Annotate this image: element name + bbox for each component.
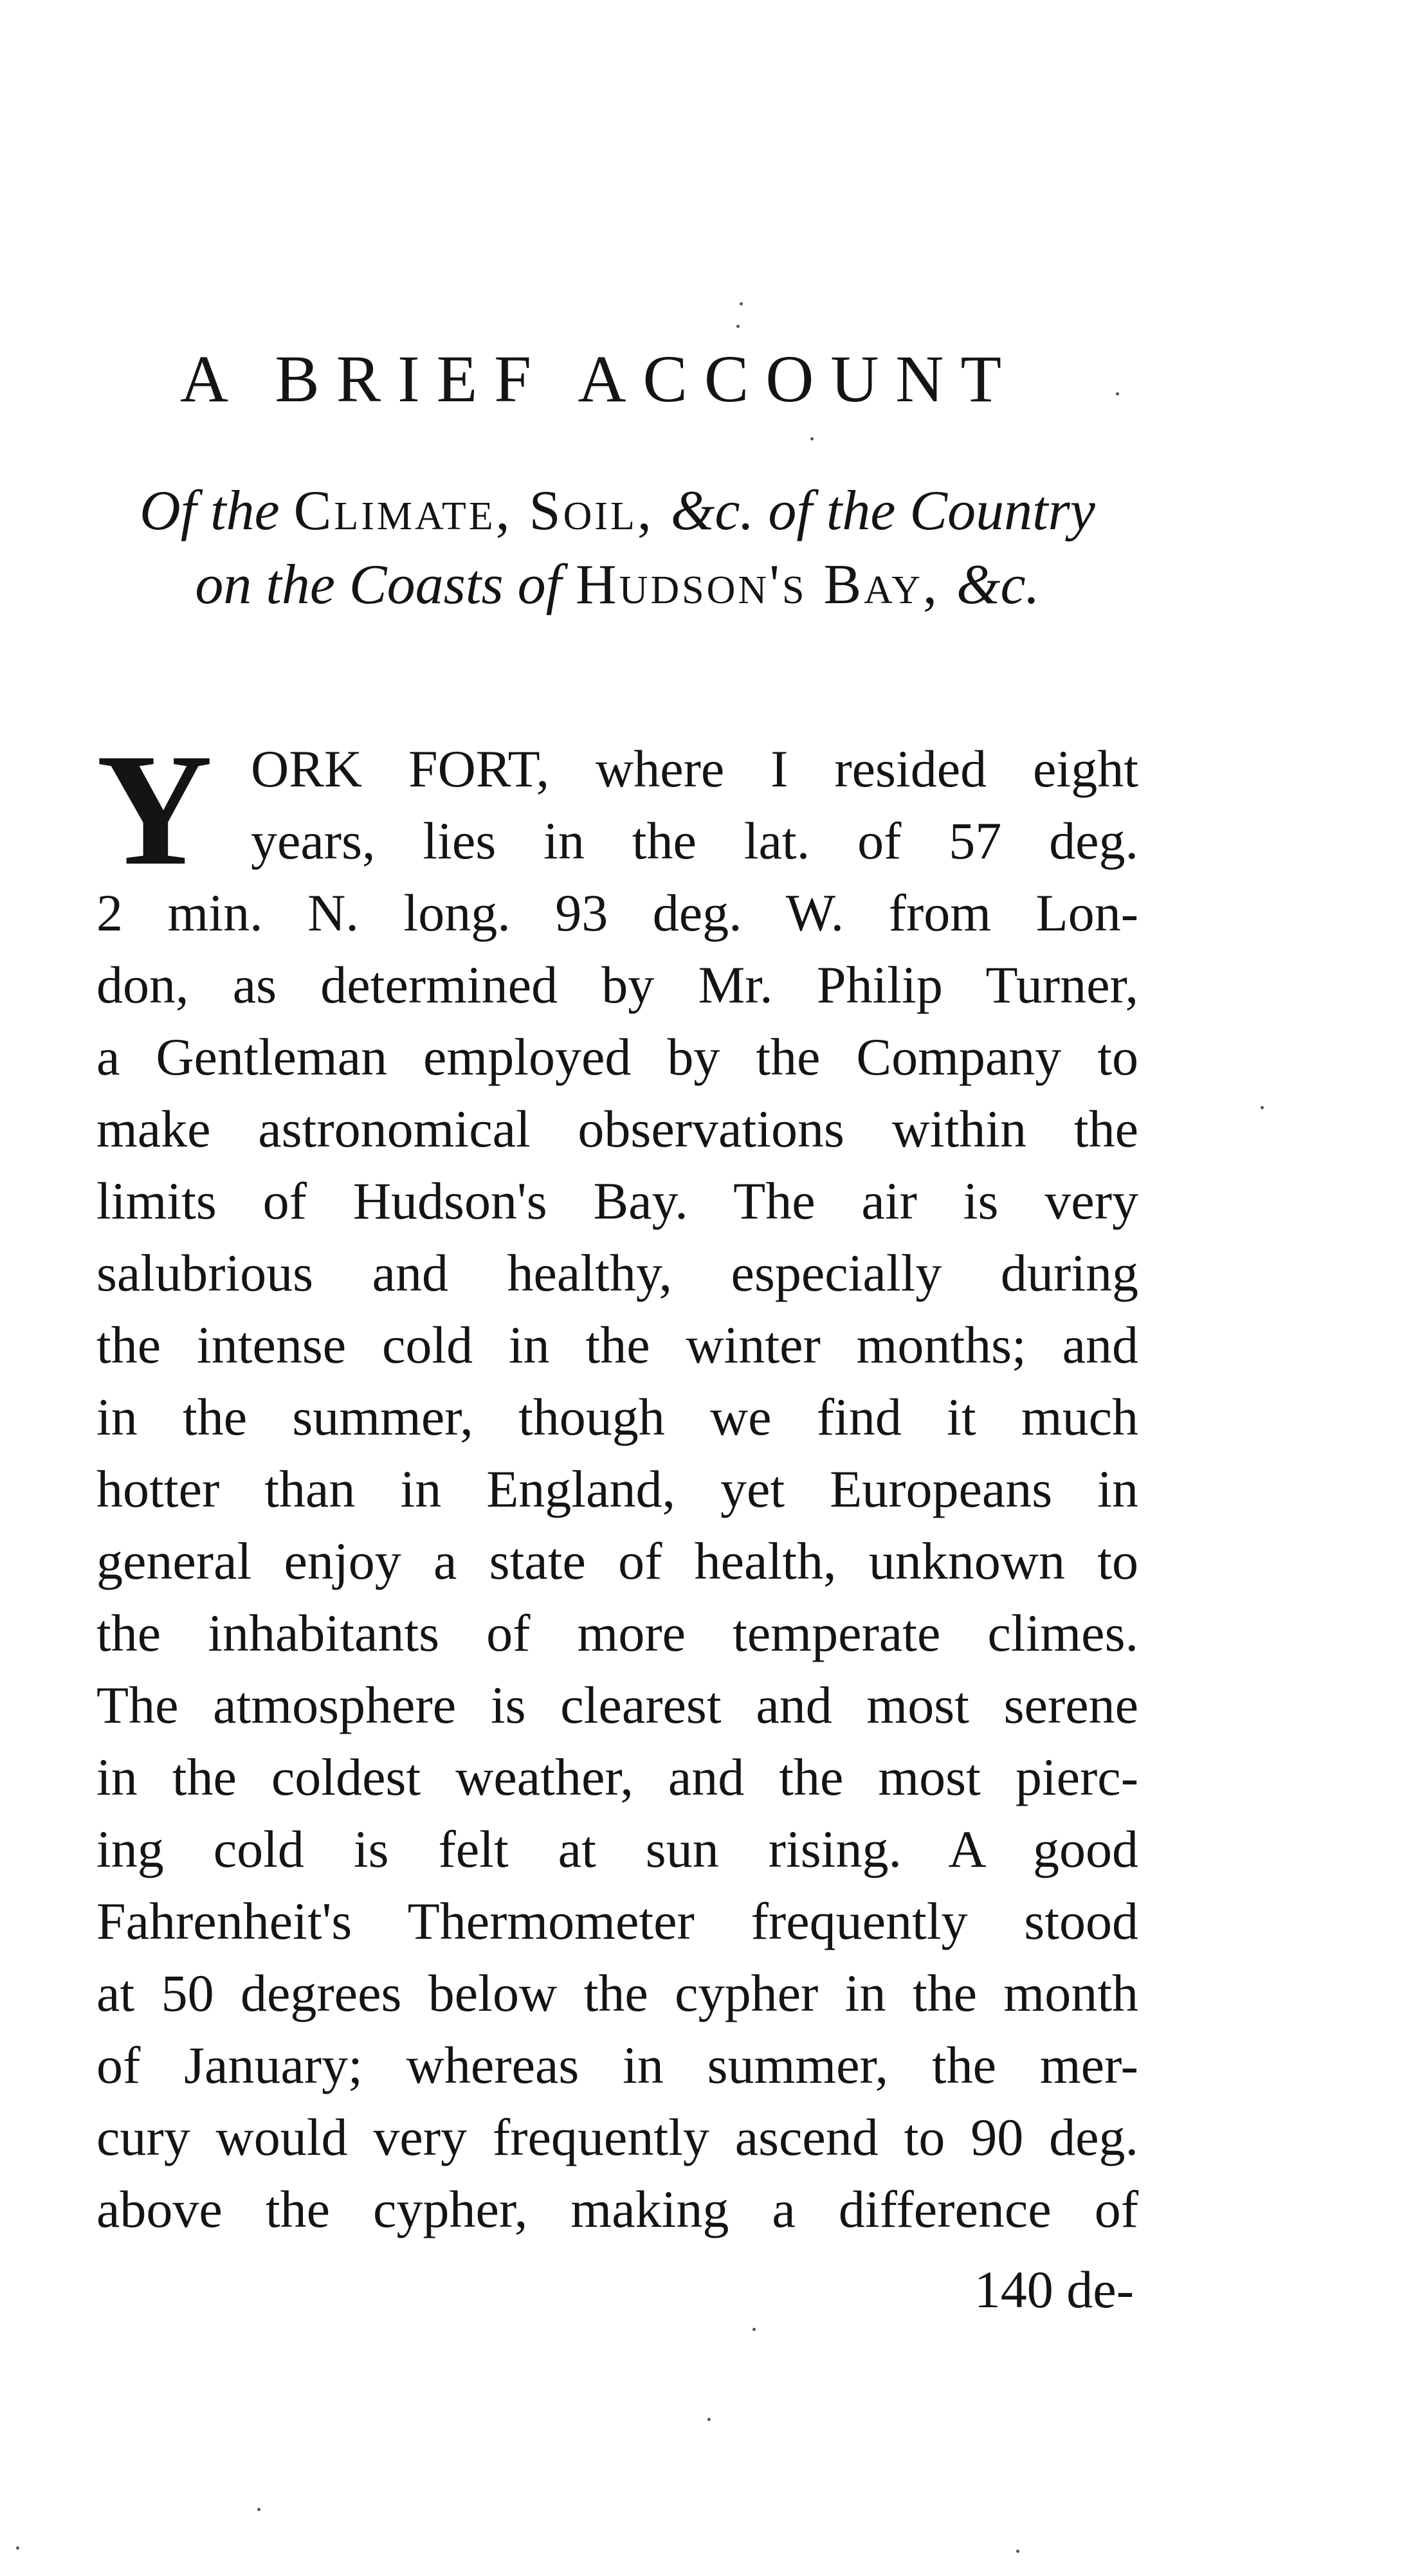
subtitle-line-1 <box>96 479 1138 543</box>
subtitle-line-2-part-3: &c. <box>956 554 1040 616</box>
text-line: years, lies in the lat. of 57 deg. <box>251 812 1138 870</box>
text-line: the intense cold in the winter months; and <box>96 1316 1138 1374</box>
text-line: at 50 degrees below the cypher in the month <box>96 1964 1138 2022</box>
text-line: don, as determined by Mr. Philip Turner, <box>96 956 1138 1014</box>
text-line: cury would very frequently ascend to 90 deg. <box>96 2108 1138 2166</box>
text-line: make astronomical observations within the <box>96 1100 1138 1158</box>
page-title: A BRIEF ACCOUNT <box>180 342 1019 416</box>
text-line: in the coldest weather, and the most pierc- <box>96 1748 1138 1806</box>
text-line: of January; whereas in summer, the mer- <box>96 2036 1138 2094</box>
scan-speck <box>16 2546 19 2550</box>
drop-cap: Y <box>96 721 213 899</box>
text-line: ing cold is felt at sun rising. A good <box>96 1820 1138 1878</box>
catchword: 140 de- <box>974 2260 1134 2319</box>
subtitle-line-2-part-1: on the Coasts of <box>195 554 576 616</box>
text-line: hotter than in England, yet Europeans in <box>96 1460 1138 1518</box>
scan-speck <box>752 2328 756 2331</box>
scan-speck <box>1116 392 1119 395</box>
text-line: general enjoy a state of health, unknown to <box>96 1532 1138 1590</box>
scan-speck <box>740 302 743 305</box>
scan-speck <box>810 437 814 440</box>
text-line: The atmosphere is clearest and most serene <box>96 1676 1138 1734</box>
subtitle-line-1-part-1: Of the <box>140 480 294 542</box>
scan-speck <box>1261 1106 1264 1109</box>
subtitle-line-2 <box>96 553 1138 617</box>
subtitle-line-1-part-2: Climate, Soil, <box>293 480 671 542</box>
scan-speck <box>257 2508 260 2511</box>
subtitle-line-1-part-3: &c. of the Country <box>670 480 1095 542</box>
scan-speck <box>1016 2550 1019 2553</box>
text-line: above the cypher, making a difference of <box>96 2180 1138 2238</box>
scan-speck <box>736 325 740 328</box>
text-line: Fahrenheit's Thermometer frequently stood <box>96 1892 1138 1950</box>
text-line: a Gentleman employed by the Company to <box>96 1028 1138 1086</box>
subtitle-line-2-part-2: Hudson's Bay, <box>576 554 957 616</box>
text-line: limits of Hudson's Bay. The air is very <box>96 1172 1138 1230</box>
text-line: ORK FORT, where I resided eight <box>251 739 1138 798</box>
text-line: the inhabitants of more temperate climes. <box>96 1604 1138 1662</box>
text-line: 2 min. N. long. 93 deg. W. from Lon- <box>96 884 1138 942</box>
text-line: in the summer, though we find it much <box>96 1388 1138 1446</box>
scan-speck <box>707 2418 711 2421</box>
text-line: salubrious and healthy, especially during <box>96 1244 1138 1302</box>
